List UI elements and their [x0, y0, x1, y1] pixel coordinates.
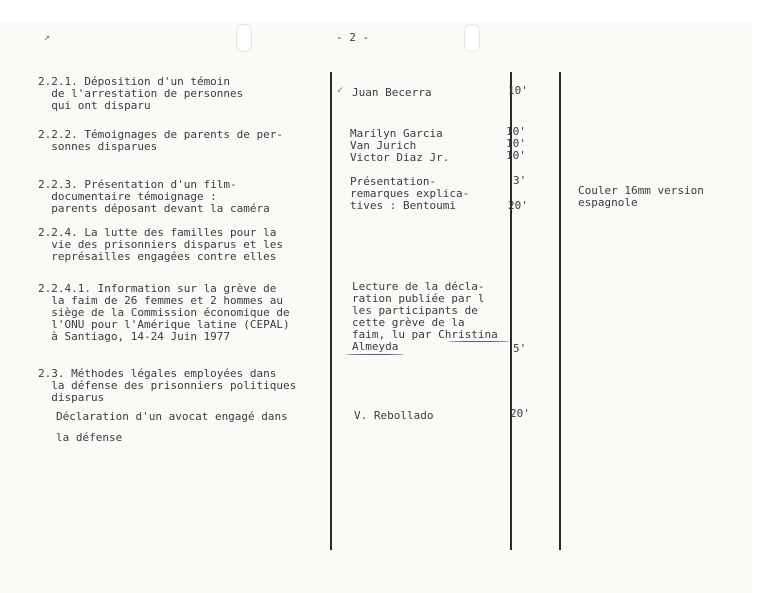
- item-2-3-line: la défense: [56, 431, 123, 444]
- item-2-2-3-line: 2.2.3. Présentation d'un film-: [38, 178, 237, 191]
- column-rule-3: [559, 72, 561, 550]
- duration: 10': [508, 84, 528, 97]
- item-2-2-1-line: qui ont disparu: [38, 99, 151, 112]
- ink-underline: [448, 341, 510, 342]
- margin-ink-mark: ↗: [44, 32, 51, 43]
- ink-underline: [346, 354, 404, 355]
- speaker-name: Juan Becerra: [352, 86, 432, 99]
- item-2-2-1-line: de l'arrestation de personnes: [38, 87, 244, 100]
- punch-hole-right: [464, 24, 480, 52]
- duration: 3': [513, 174, 527, 187]
- item-2-2-1-line: 2.2.1. Déposition d'un témoin: [38, 75, 231, 88]
- item-2-2-4-1-line: siège de la Commission économique de: [38, 306, 290, 319]
- duration: 20': [508, 199, 528, 212]
- duration: 20': [510, 407, 530, 420]
- item-2-2-3-line: parents déposant devant la caméra: [38, 202, 270, 215]
- speaker-note: Lecture de la décla-: [352, 280, 485, 293]
- duration: 5': [513, 342, 527, 355]
- item-2-2-4-1-line: la faim de 26 femmes et 2 hommes au: [38, 294, 284, 307]
- item-2-2-3-line: documentaire témoignage :: [38, 190, 217, 203]
- duration: 10': [506, 149, 526, 162]
- item-2-2-4-line: vie des prisonniers disparus et les: [38, 238, 284, 251]
- speaker-note: Almeyda: [352, 340, 399, 353]
- document-page: [0, 22, 752, 593]
- speaker-name: Marilyn Garcia: [350, 127, 443, 140]
- page-number: - 2 -: [336, 31, 370, 44]
- item-2-2-4-1-line: à Santiago, 14-24 Juin 1977: [38, 330, 231, 343]
- duration: 10': [506, 137, 526, 150]
- speaker-note: les participants de: [352, 304, 478, 317]
- item-2-2-4-1-line: 2.2.4.1. Information sur la grève de: [38, 282, 277, 295]
- check-mark: ✓: [337, 85, 344, 96]
- remark: Couler 16mm version: [578, 184, 704, 197]
- column-rule-1: [330, 72, 332, 550]
- speaker-note: Présentation-: [350, 175, 437, 188]
- speaker-name: Van Jurich: [350, 139, 417, 152]
- item-2-3-line: disparus: [38, 391, 105, 404]
- item-2-2-2-line: sonnes disparues: [38, 140, 158, 153]
- duration: 10': [506, 125, 526, 138]
- speaker-note: faim, lu par Christina: [352, 328, 498, 341]
- remark: espagnole: [578, 196, 638, 209]
- punch-hole-left: [236, 24, 252, 52]
- item-2-2-2-line: 2.2.2. Témoignages de parents de per-: [38, 128, 284, 141]
- speaker-name: V. Rebollado: [354, 409, 434, 422]
- item-2-2-4-1-line: l'ONU pour l'Amérique latine (CEPAL): [38, 318, 290, 331]
- item-2-2-4-line: 2.2.4. La lutte des familles pour la: [38, 226, 277, 239]
- item-2-3-line: la défense des prisonniers politiques: [38, 379, 297, 392]
- speaker-note: cette grève de la: [352, 316, 465, 329]
- speaker-note: remarques explica-: [350, 187, 470, 200]
- speaker-note: ration publiée par l: [352, 292, 485, 305]
- item-2-3-line: 2.3. Méthodes légales employées dans: [38, 367, 277, 380]
- item-2-3-line: Déclaration d'un avocat engagé dans: [56, 410, 288, 423]
- item-2-2-4-line: représailles engagées contre elles: [38, 250, 277, 263]
- speaker-name: Victor Diaz Jr.: [350, 151, 450, 164]
- speaker-note: tives : Bentoumi: [350, 199, 456, 212]
